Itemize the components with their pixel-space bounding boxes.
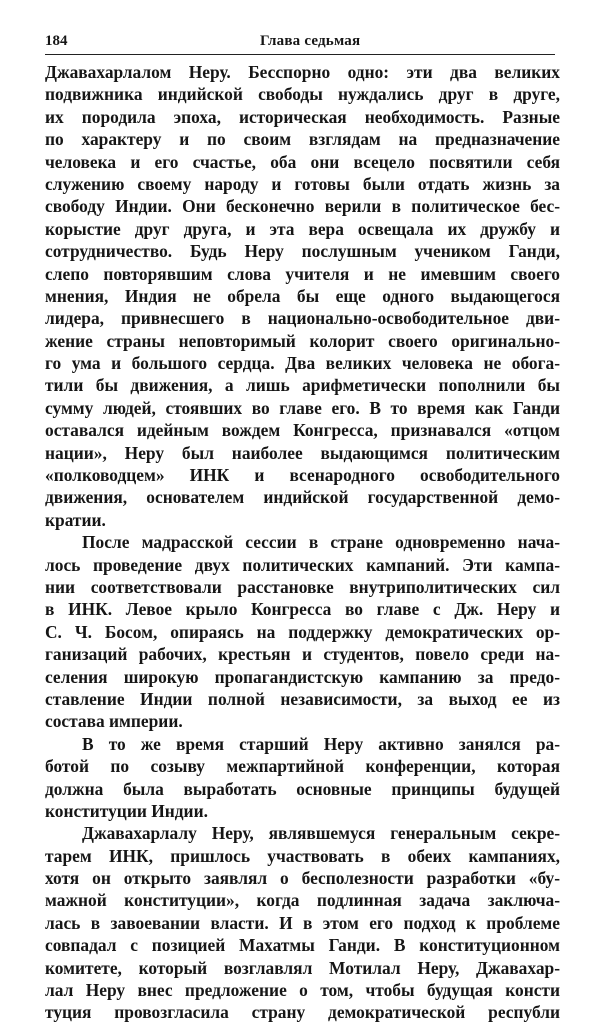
text-line: тарем ИНК, пришлось участвовать в обеих кампаниях,: [45, 845, 560, 866]
text-line: ботой по созыву межпартийной конференции, которая: [45, 756, 560, 777]
text-line: по характеру и по своим взглядам на предназначение: [45, 129, 560, 150]
text-line: состава империи.: [45, 711, 183, 732]
text-line: служению своему народу и готовы были отдать жизнь за: [45, 173, 560, 194]
header-rule: [45, 54, 555, 55]
text-line: корыстие друг друга, и эта вера освещала их дружбу и: [45, 218, 560, 239]
text-line: должна была выработать основные принципы будущей: [45, 778, 560, 799]
chapter-title: Глава седьмая: [260, 33, 361, 49]
text-line: лось проведение двух политических кампаний. Эти кампа-: [45, 554, 560, 575]
text-line: сумму людей, стоявших во главе его. В то время как Ганди: [45, 397, 560, 418]
text-line: мажной конституции», когда подлинная задача заключа-: [45, 890, 560, 911]
text-line: селения широкую пропагандистскую кампанию за предо-: [45, 666, 560, 687]
text-line: кратии.: [45, 509, 106, 530]
text-line: в ИНК. Левое крыло Конгресса во главе с Дж. Неру и: [45, 599, 560, 620]
text-line: лидера, привнесшего в национально-освободительное дви-: [45, 308, 560, 329]
text-line: нации», Неру был наиболее выдающимся политическим: [45, 442, 560, 463]
paragraph-start: После мадрасской сессии в стране одновременно нача-: [82, 532, 560, 553]
text-line: тили бы движения, а лишь арифметически пополнили бы: [45, 375, 560, 396]
text-line: слепо повторявшим слова учителя и не имевшим своего: [45, 263, 560, 284]
text-line: оставался идейным вождем Конгресса, признавался «отцом: [45, 420, 560, 441]
page-number: 184: [45, 33, 68, 49]
text-line: сотрудничество. Будь Неру послушным учеником Ганди,: [45, 241, 560, 262]
text-line: хотя он открыто заявлял о бесполезности разработки «бу-: [45, 868, 560, 889]
text-line: совпадал с позицией Махатмы Ганди. В конституционном: [45, 935, 560, 956]
text-line: С. Ч. Босом, опираясь на поддержку демократических ор-: [45, 621, 560, 642]
text-line: лал Неру внес предложение о том, чтобы будущая консти: [45, 980, 560, 1001]
text-line: «полководцем» ИНК и всенародного освободительного: [45, 465, 560, 486]
text-line: ганизаций рабочих, крестьян и студентов, повело среди на-: [45, 644, 560, 665]
text-line: их породила эпоха, историческая необходимость. Разные: [45, 106, 560, 127]
text-line: ставление Индии полной независимости, за выход ее из: [45, 688, 560, 709]
text-line: жение страны неповторимый колорит своего оригинально-: [45, 330, 560, 351]
text-line: свободу Индии. Они бесконечно верили в политическое бес-: [45, 196, 560, 217]
text-line: мнения, Индия не обрела бы еще одного выдающегося: [45, 285, 560, 306]
text-line: го ума и большого сердца. Два великих человека не обога-: [45, 353, 560, 374]
paragraph-start: Джавахарлалу Неру, являвшемуся генеральным секре-: [82, 823, 560, 844]
page-header: [45, 30, 555, 54]
text-line: комитете, который возглавлял Мотилал Неру, Джавахар-: [45, 957, 560, 978]
text-line: Джавахарлалом Неру. Бесспорно одно: эти два великих: [45, 62, 560, 82]
text-line: лась в завоевании власти. И в этом его подход к проблеме: [45, 912, 560, 933]
text-line: конституции Индии.: [45, 800, 208, 821]
text-line: подвижника индийской свободы нуждались друг в друге,: [45, 84, 560, 105]
text-line: нии соответствовали расстановке внутриполитических сил: [45, 576, 560, 597]
paragraph-start: В то же время старший Неру активно занялся ра-: [82, 733, 560, 754]
body-text: [45, 61, 560, 1024]
text-line: движения, основателем индийской государственной демо-: [45, 487, 560, 508]
text-line: человека и его счастье, оба они всецело посвятили себя: [45, 151, 560, 172]
text-line: туция провозгласила страну демократической республи: [45, 1002, 560, 1023]
